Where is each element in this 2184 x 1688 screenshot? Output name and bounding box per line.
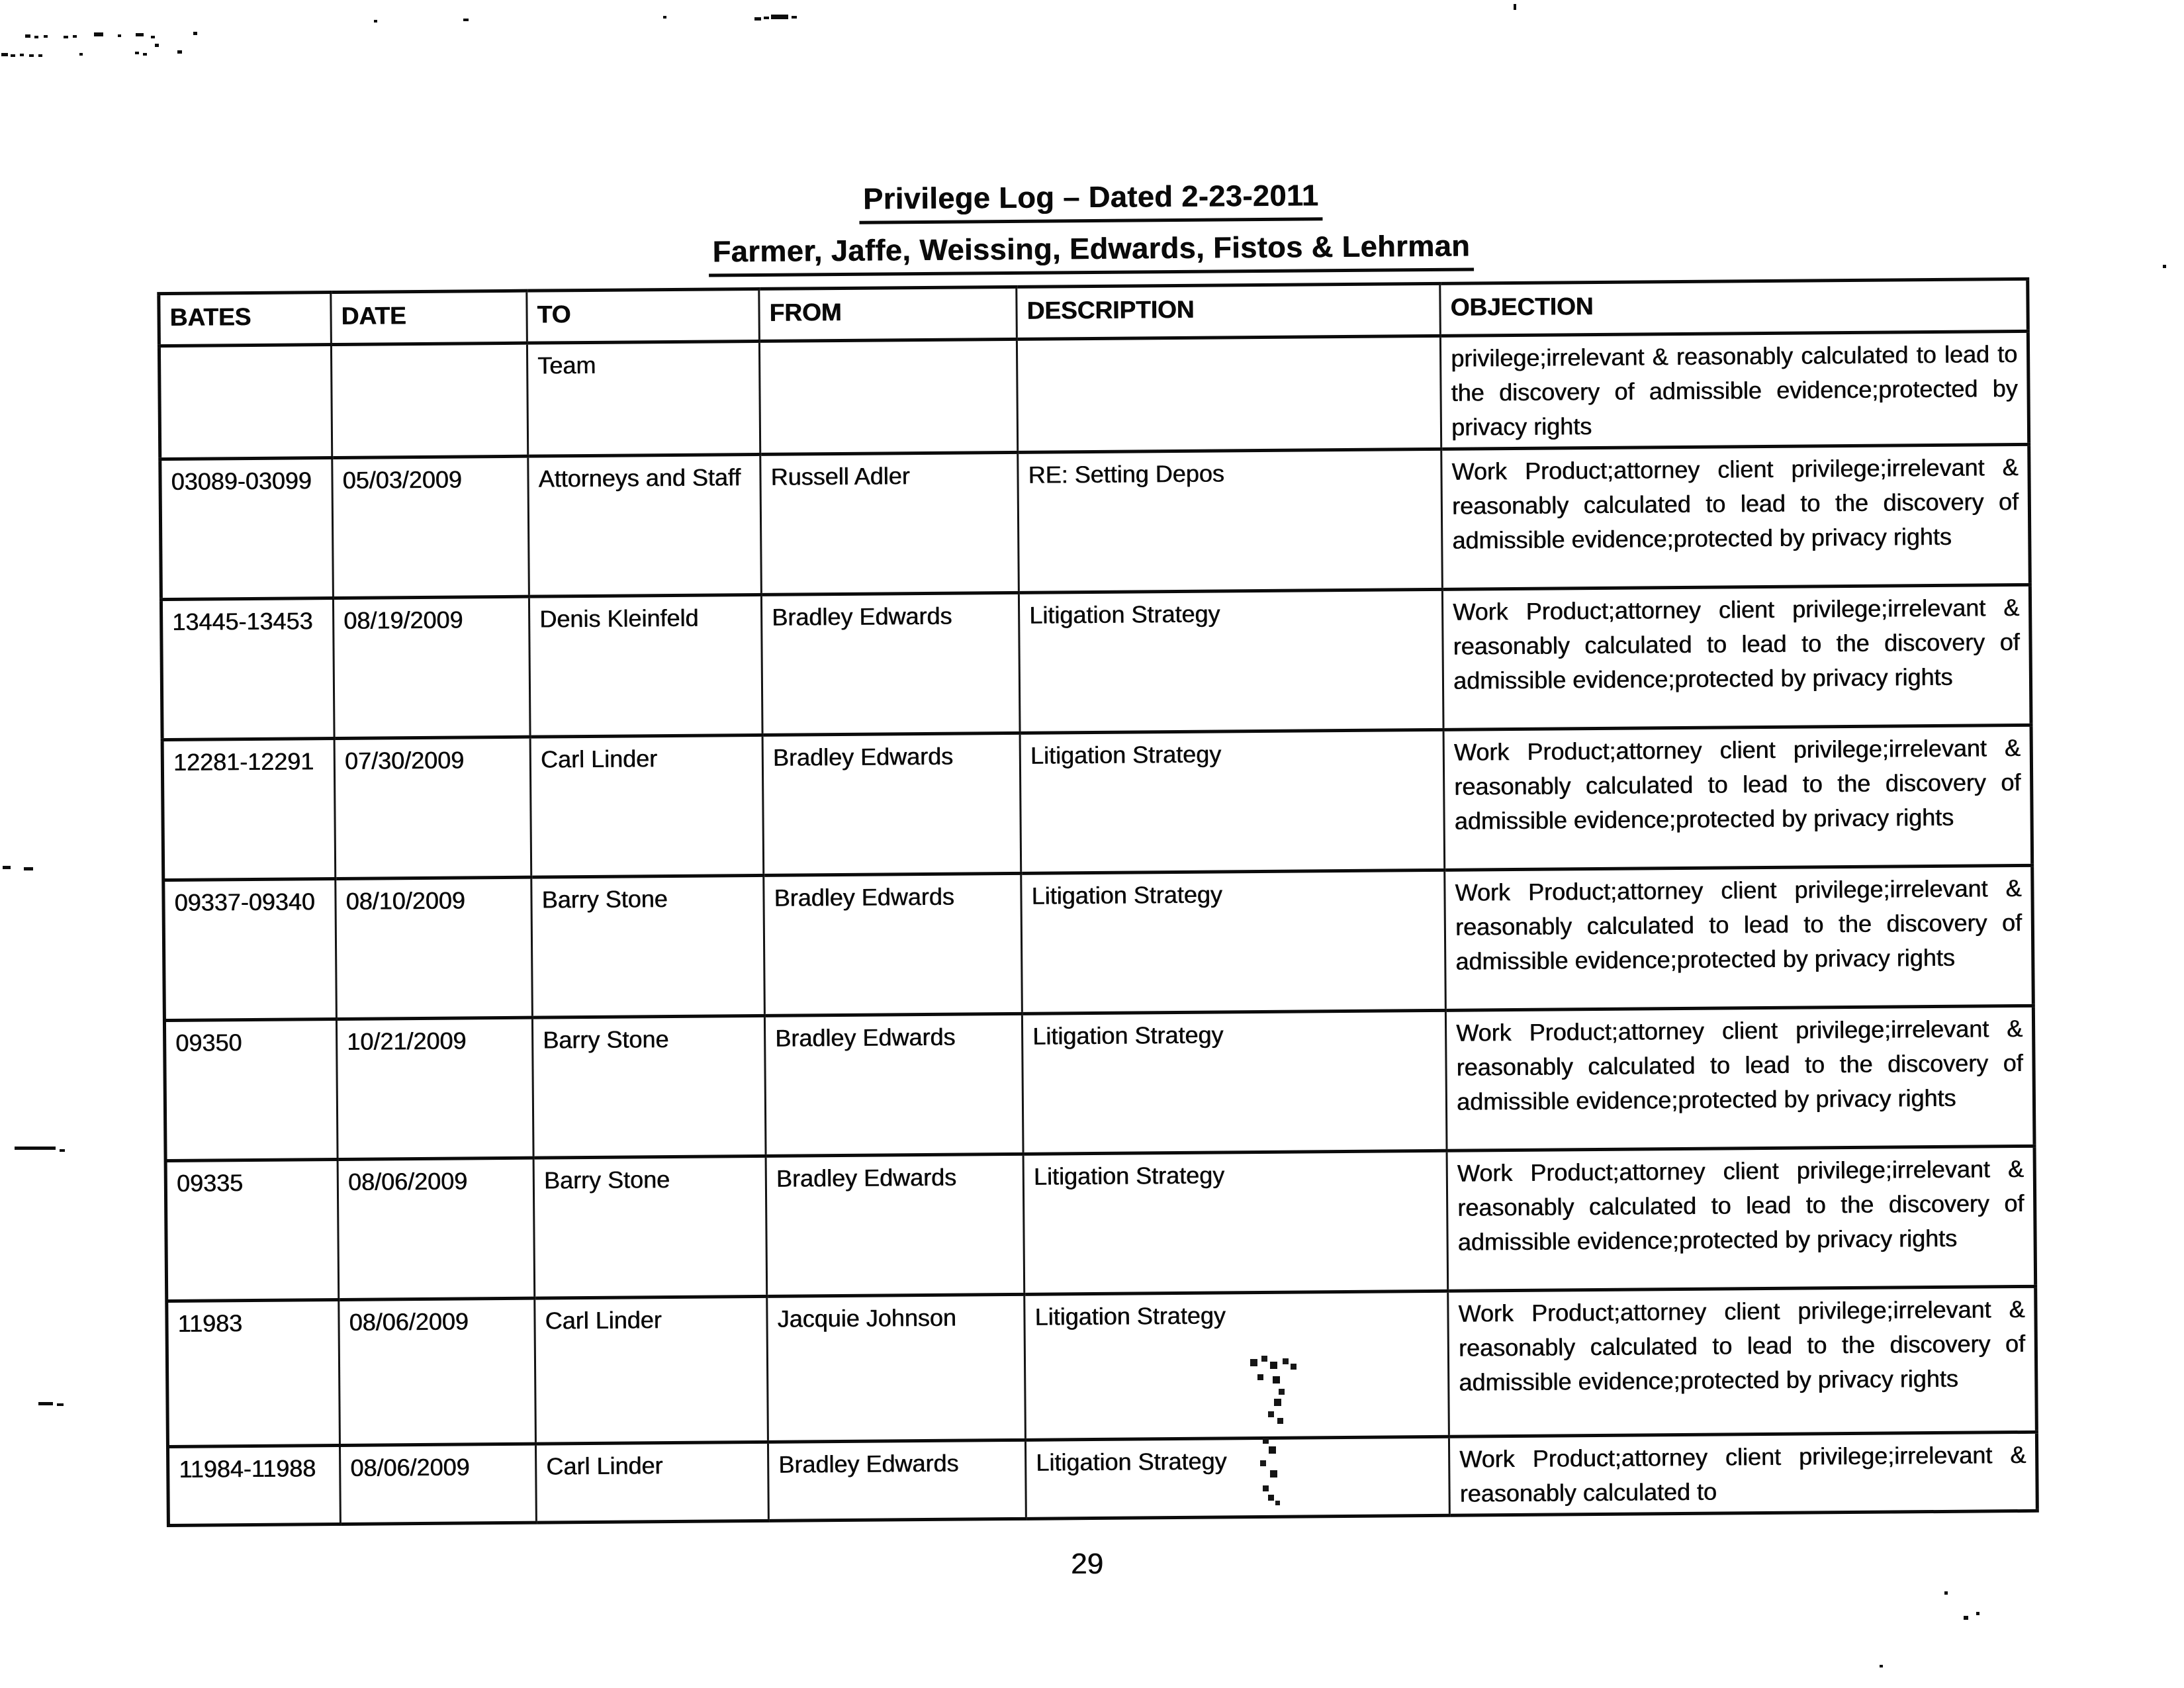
scan-noise	[143, 53, 147, 56]
description-cell: Litigation Strategy	[1024, 1291, 1449, 1440]
column-header-from: FROM	[759, 287, 1017, 341]
bates-cell: 03089-03099	[160, 458, 334, 600]
from-cell: Bradley Edwards	[766, 1154, 1024, 1296]
description-cell	[1017, 336, 1441, 452]
date-cell: 05/03/2009	[332, 456, 529, 598]
scan-noise	[792, 16, 797, 19]
description-cell: Litigation Strategy	[1020, 729, 1445, 873]
scan-noise	[463, 19, 469, 21]
objection-cell: privilege;irrelevant & reasonably calculated to lead to the discovery of admissible evidence;protected by privacy rights	[1440, 331, 2028, 449]
scan-noise	[38, 54, 42, 57]
scan-noise	[94, 32, 103, 36]
scan-noise	[151, 36, 155, 38]
scan-noise	[135, 52, 139, 54]
bates-cell: 13445-13453	[161, 598, 334, 740]
objection-cell: Work Product;attorney client privilege;irrelevant & reasonably calculated to	[1449, 1432, 2037, 1515]
scan-noise	[3, 866, 11, 869]
table-row	[167, 1432, 2037, 1525]
table-row	[167, 1286, 2037, 1446]
to-cell: Attorneys and Staff	[528, 454, 762, 596]
objection-cell: Work Product;attorney client privilege;irrelevant & reasonably calculated to lead to the discovery of admissible evidence;protected by privacy rights	[1445, 1006, 2034, 1150]
objection-cell: Work Product;attorney client privilege;irrelevant & reasonably calculated to lead to the discovery of admissible evidence;protected by privacy rights	[1441, 444, 2030, 589]
bates-cell: 12281-12291	[162, 739, 336, 880]
scan-noise	[11, 54, 15, 57]
date-cell: 08/10/2009	[336, 877, 533, 1019]
scan-noise	[44, 35, 48, 38]
to-cell: Denis Kleinfeld	[529, 594, 762, 737]
from-cell: Bradley Edwards	[768, 1440, 1026, 1521]
to-cell: Barry Stone	[531, 875, 765, 1017]
scan-noise	[2163, 265, 2166, 268]
from-cell	[759, 339, 1017, 454]
ink-smudge	[1259, 1438, 1262, 1441]
description-cell: Litigation Strategy	[1021, 870, 1446, 1013]
scan-noise	[374, 20, 377, 23]
page-number: 29	[1071, 1548, 1103, 1580]
table-row	[162, 725, 2032, 880]
table-body	[159, 331, 2037, 1525]
table-row	[165, 1146, 2036, 1301]
scan-noise	[177, 50, 182, 54]
scan-noise	[118, 34, 121, 37]
column-header-bates: BATES	[159, 293, 332, 346]
to-cell: Barry Stone	[532, 1015, 766, 1158]
from-cell: Bradley Edwards	[762, 733, 1021, 875]
description-cell: Litigation Strategy	[1023, 1150, 1448, 1294]
title-block	[156, 173, 2026, 281]
description-cell: Litigation Strategy	[1025, 1436, 1449, 1519]
date-cell: 08/06/2009	[338, 1158, 535, 1299]
scan-noise	[663, 16, 666, 19]
table-row	[164, 1006, 2034, 1160]
bates-cell: 09350	[164, 1019, 338, 1160]
bates-cell	[159, 345, 332, 459]
page-content	[156, 173, 2036, 1527]
date-cell: 08/06/2009	[340, 1444, 536, 1524]
scan-noise	[15, 1147, 56, 1150]
date-cell: 07/30/2009	[334, 737, 531, 878]
scan-noise	[1880, 1665, 1883, 1667]
scan-noise	[1, 53, 8, 56]
bates-cell: 09337-09340	[163, 878, 337, 1020]
scan-noise	[754, 17, 761, 21]
scan-noise	[1944, 1591, 1948, 1595]
to-cell: Carl Linder	[535, 1296, 768, 1444]
scan-noise	[764, 17, 769, 19]
scan-noise	[29, 54, 34, 57]
to-cell: Team	[527, 341, 760, 456]
column-header-objection: OBJECTION	[1440, 279, 2028, 336]
date-cell	[331, 343, 527, 457]
column-header-description: DESCRIPTION	[1017, 283, 1441, 339]
objection-cell: Work Product;attorney client privilege;irrelevant & reasonably calculated to lead to the discovery of admissible evidence;protected by privacy rights	[1447, 1146, 2036, 1291]
scan-noise	[25, 34, 30, 38]
scan-noise	[38, 1402, 53, 1405]
scan-noise	[60, 1149, 65, 1152]
scan-noise	[155, 44, 159, 47]
from-cell: Bradley Edwards	[761, 592, 1020, 735]
description-cell: RE: Setting Depos	[1018, 449, 1443, 592]
table-row	[159, 331, 2028, 459]
bates-cell: 11984-11988	[167, 1445, 340, 1525]
objection-cell: Work Product;attorney client privilege;irrelevant & reasonably calculated to lead to the discovery of admissible evidence;protected by privacy rights	[1445, 865, 2034, 1010]
bates-cell: 11983	[167, 1299, 340, 1446]
table-row	[161, 585, 2031, 739]
privilege-log-table	[157, 277, 2039, 1527]
date-cell: 08/19/2009	[333, 596, 530, 738]
scan-noise	[1514, 4, 1516, 10]
firm-name: Farmer, Jaffe, Weissing, Edwards, Fistos & Lehrman	[708, 228, 1474, 277]
ink-smudge	[1246, 1358, 1249, 1362]
date-cell: 10/21/2009	[336, 1017, 533, 1159]
scan-noise	[79, 53, 83, 56]
scan-noise	[20, 54, 24, 56]
scan-noise	[771, 15, 788, 19]
table-row	[160, 444, 2030, 599]
scan-noise	[34, 36, 38, 38]
from-cell: Bradley Edwards	[764, 1013, 1023, 1156]
scan-noise	[64, 36, 68, 38]
page-title: Privilege Log – Dated 2-23-2011	[859, 178, 1323, 224]
column-header-date: DATE	[331, 291, 527, 344]
scan-noise	[193, 32, 197, 35]
scan-noise	[73, 35, 77, 38]
from-cell: Jacquie Johnson	[767, 1294, 1026, 1442]
scan-noise	[1964, 1616, 1968, 1620]
from-cell: Russell Adler	[760, 452, 1019, 594]
to-cell: Carl Linder	[530, 735, 764, 877]
scan-noise	[24, 867, 33, 870]
scan-noise	[57, 1403, 64, 1406]
objection-cell: Work Product;attorney client privilege;irrelevant & reasonably calculated to lead to the discovery of admissible evidence;protected by privacy rights	[1442, 585, 2031, 729]
from-cell: Bradley Edwards	[764, 873, 1023, 1015]
date-cell: 08/06/2009	[339, 1298, 536, 1445]
objection-cell: Work Product;attorney client privilege;irrelevant & reasonably calculated to lead to the discovery of admissible evidence;protected by privacy rights	[1448, 1286, 2037, 1436]
bates-cell: 09335	[165, 1159, 339, 1301]
to-cell: Barry Stone	[533, 1156, 767, 1298]
description-cell: Litigation Strategy	[1022, 1010, 1447, 1154]
scan-noise	[1976, 1612, 1979, 1615]
scan-noise	[136, 33, 144, 36]
description-cell: Litigation Strategy	[1019, 589, 1443, 733]
to-cell: Carl Linder	[535, 1442, 768, 1523]
table-row	[163, 865, 2034, 1020]
objection-cell: Work Product;attorney client privilege;irrelevant & reasonably calculated to lead to the discovery of admissible evidence;protected by privacy rights	[1443, 725, 2032, 870]
column-header-to: TO	[527, 289, 760, 343]
